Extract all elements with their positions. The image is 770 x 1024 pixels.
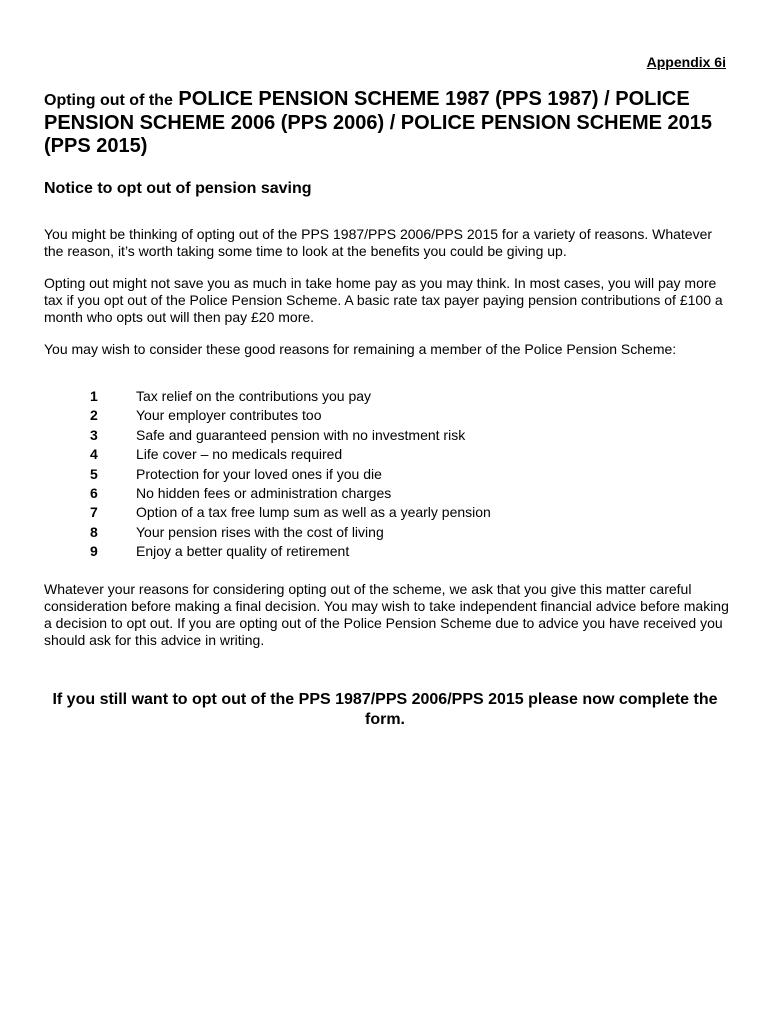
reason-text: Enjoy a better quality of retirement xyxy=(136,543,350,560)
reason-item xyxy=(44,426,734,445)
reason-item xyxy=(44,523,734,542)
reason-number: 1 xyxy=(90,388,98,404)
reason-item xyxy=(44,445,734,464)
title-main: POLICE PENSION SCHEME 1987 (PPS 1987) / POLICE PENSION SCHEME 2006 (PPS 2006) / POLICE PENSION SCHEME 2015 (PPS 2015) xyxy=(44,88,713,157)
reason-number: 7 xyxy=(90,504,98,521)
reason-number: 4 xyxy=(90,446,98,463)
reason-text: Safe and guaranteed pension with no investment risk xyxy=(136,426,466,443)
reason-text: Life cover – no medicals required xyxy=(136,446,343,463)
reason-number: 5 xyxy=(90,465,98,482)
title-lead: Opting out of the xyxy=(44,92,173,109)
reason-number: 6 xyxy=(90,484,98,501)
reason-item xyxy=(44,503,734,522)
reason-number: 3 xyxy=(90,426,98,443)
reason-item xyxy=(44,387,734,406)
appendix-label: Appendix 6i xyxy=(646,54,726,70)
reason-text: Option of a tax free lump sum as well as a yearly pension xyxy=(136,504,491,521)
reason-item xyxy=(44,406,734,425)
closing-instruction: If you still want to opt out of the PPS 1987/PPS 2006/PPS 2015 please now complete the form. xyxy=(52,691,718,728)
intro-paragraph: You might be thinking of opting out of the PPS 1987/PPS 2006/PPS 2015 for a variety of reasons. Whatever the reason, it’s worth taking some time to look at the benefits you could be giving up. xyxy=(44,226,713,259)
reason-item xyxy=(44,484,734,503)
reason-text: No hidden fees or administration charges xyxy=(136,484,392,501)
reason-item xyxy=(44,465,734,484)
reason-number: 2 xyxy=(90,407,98,424)
reason-item xyxy=(44,542,734,561)
reason-number: 9 xyxy=(90,543,98,560)
tax-paragraph: Opting out might not save you as much in take home pay as you may think. In most cases, you will pay more tax if you opt out of the Police Pension Scheme. A basic rate tax payer paying pension contributions of £100 a month who opts out will then pay £20 more. xyxy=(44,275,723,325)
reason-number: 8 xyxy=(90,523,98,540)
document-title xyxy=(44,88,734,158)
reason-text: Tax relief on the contributions you pay xyxy=(136,388,372,404)
reasons-intro-paragraph: You may wish to consider these good reasons for remaining a member of the Police Pension Scheme: xyxy=(44,341,677,357)
reason-text: Your employer contributes too xyxy=(136,407,322,424)
reason-text: Your pension rises with the cost of living xyxy=(136,523,384,540)
notice-subtitle: Notice to opt out of pension saving xyxy=(44,180,312,197)
consideration-paragraph: Whatever your reasons for considering opting out of the scheme, we ask that you give this matter careful consideration before making a final decision. You may wish to take independent financial advice before making a decision to opt out. If you are opting out of the Police Pension Scheme due to advice you have received you should ask for this advice in writing. xyxy=(44,581,729,648)
reasons-list xyxy=(44,387,734,562)
reason-text: Protection for your loved ones if you die xyxy=(136,465,382,482)
